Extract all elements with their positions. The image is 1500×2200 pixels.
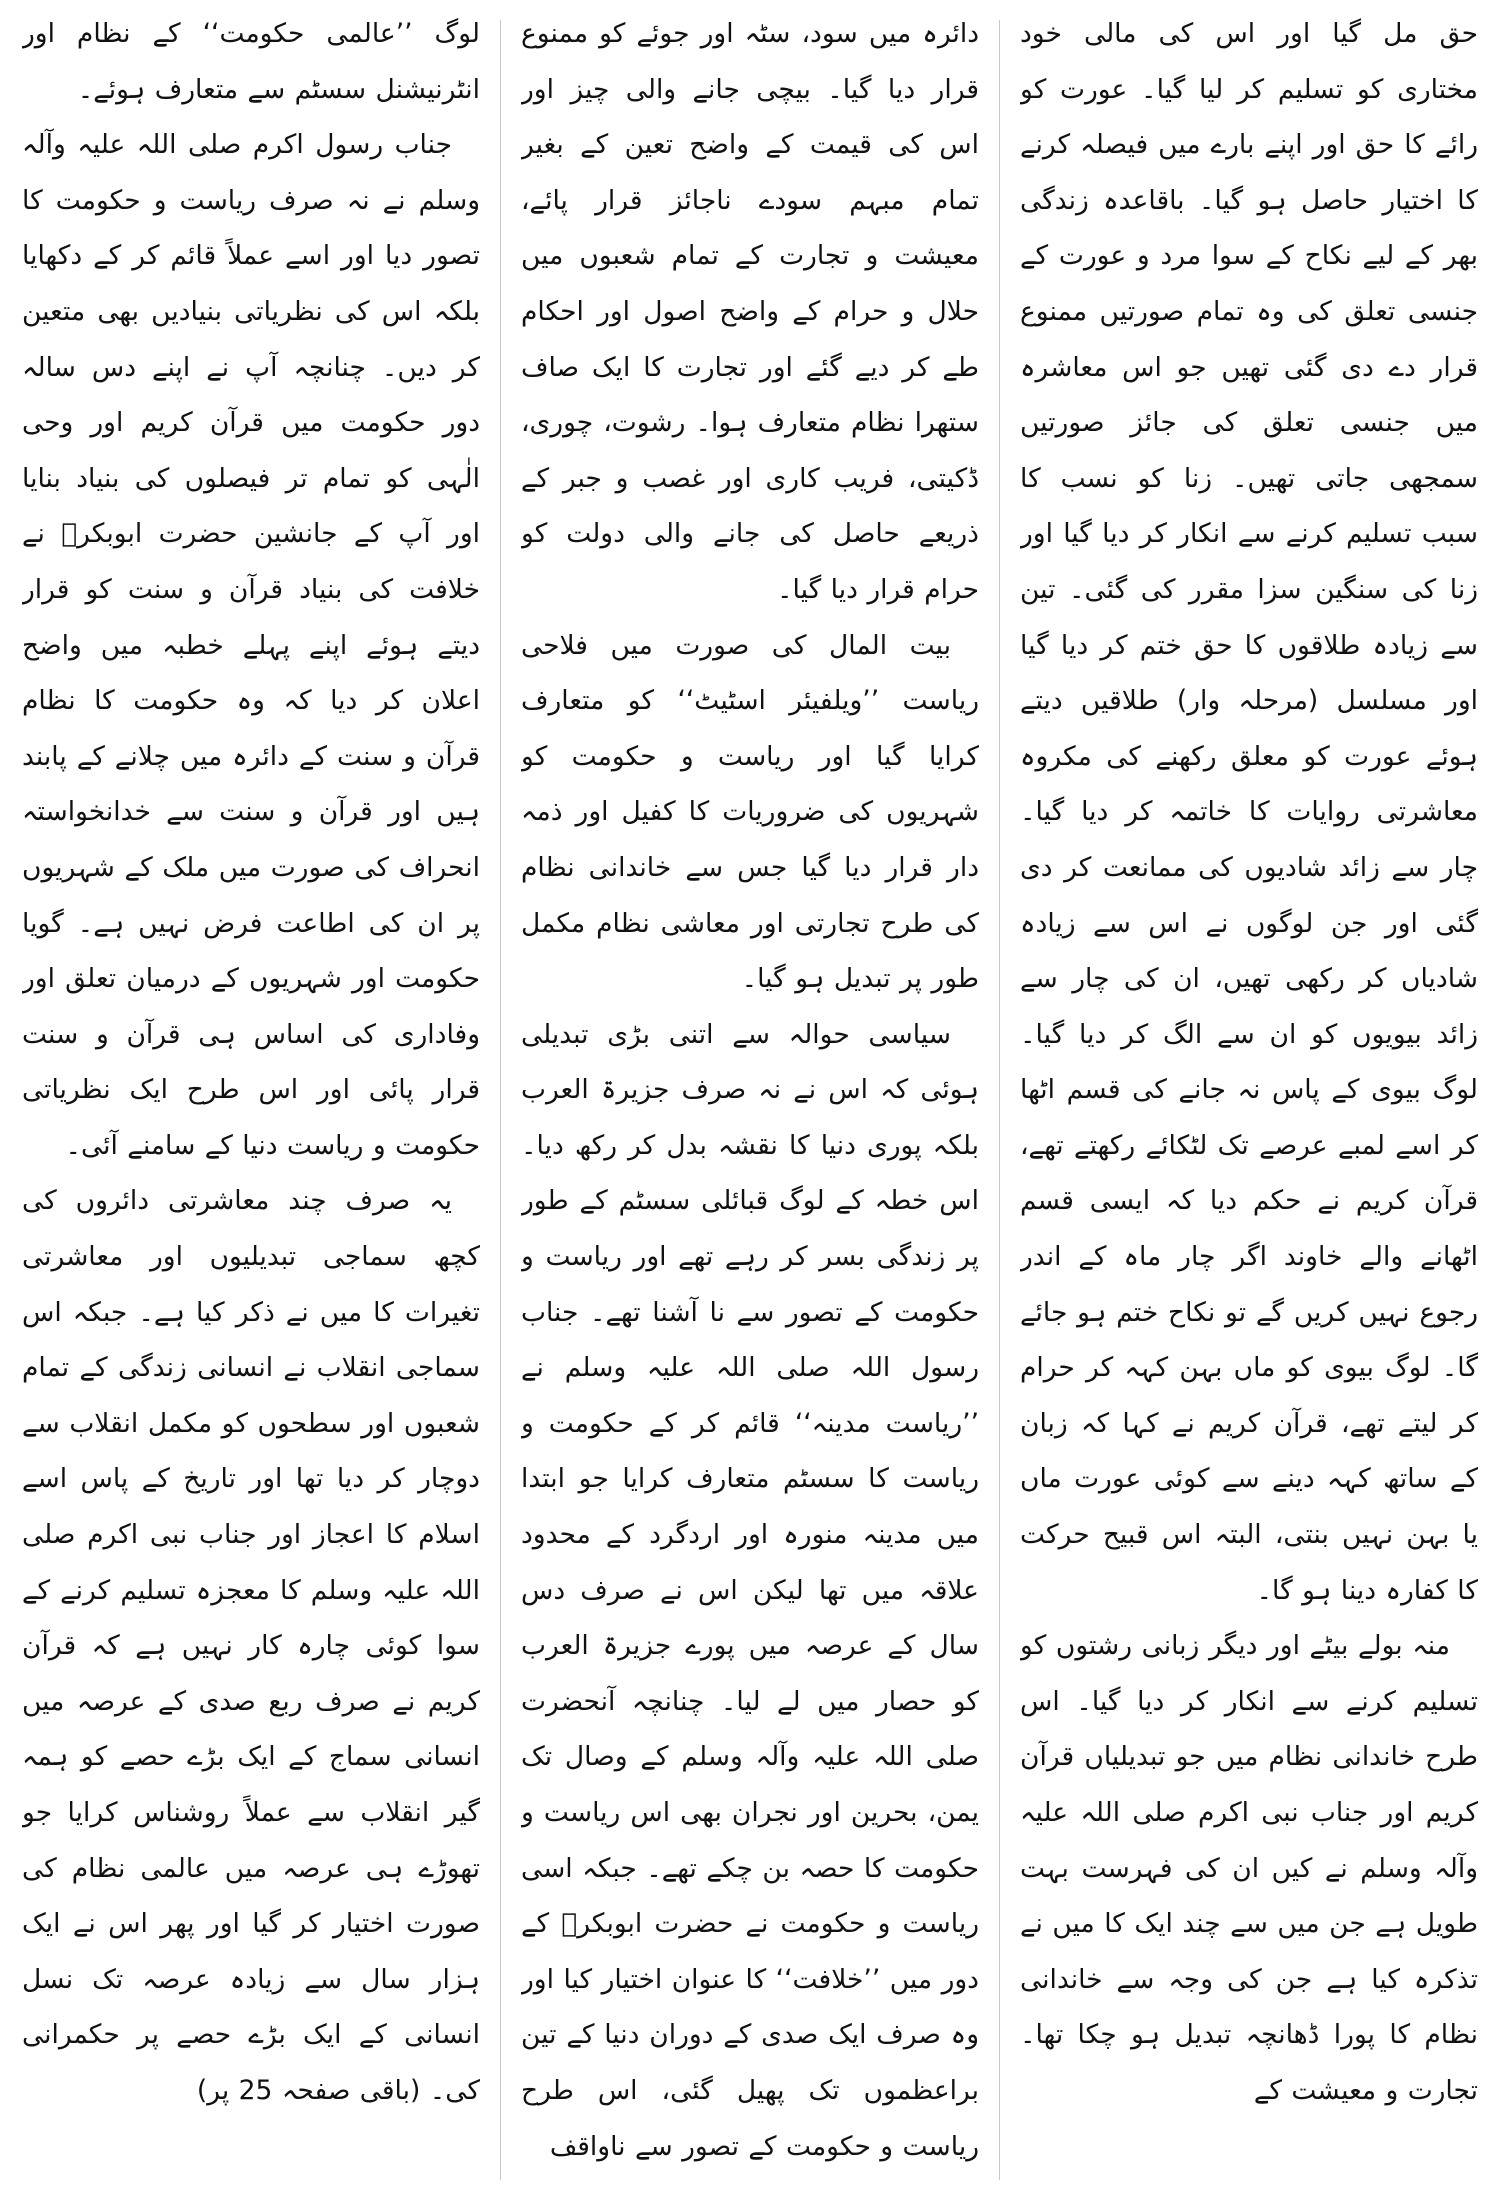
column-left-paragraph-3: یہ صرف چند معاشرتی دائروں کی کچھ سماجی تبدیلیوں اور معاشرتی تغیرات کا میں نے ذکر کیا ہے۔ جبکہ اس سماجی انقلاب نے انسانی زندگی کے تمام شعبوں اور سطحوں کو مکمل انقلاب سے دوچار کر دیا تھا اور تاریخ کے پاس اسے اسلام کا اعجاز اور جناب نبی اکرم صلی اللہ علیہ وسلم کا معجزہ تسلیم کرنے کے سوا کوئی چارہ کار نہیں ہے کہ قرآن کریم نے صرف ربع صدی کے عرصہ میں انسانی سماج کے ایک بڑے حصے کو ہمہ گیر انقلاب سے عملاً روشناس کرایا جو تھوڑے ہی عرصہ میں عالمی نظام کی صورت اختیار کر گیا اور پھر اس نے ایک ہزار سال سے زیادہ عرصہ تک نسل انسانی کے ایک بڑے حصے پر حکمرانی کی۔ (باقی صفحہ 25 پر) (22, 1185, 480, 2106)
newspaper-page (22, 6, 1478, 2194)
column-left-paragraph-2: جناب رسول اکرم صلی اللہ علیہ وآلہ وسلم نے نہ صرف ریاست و حکومت کا تصور دیا اور اسے عملاً قائم کر کے دکھایا بلکہ اس کی نظریاتی بنیادیں بھی متعین کر دیں۔ چنانچہ آپ نے اپنے دس سالہ دور حکومت میں قرآن کریم اور وحی الٰہی کو تمام تر فیصلوں کی بنیاد بنایا اور آپ کے جانشین حضرت ابوبکرؓ نے خلافت کی بنیاد قرآن و سنت کو قرار دیتے ہوئے اپنے پہلے خطبہ میں واضح اعلان کر دیا کہ وہ حکومت کا نظام قرآن و سنت کے دائرہ میں چلانے کے پابند ہیں اور قرآن و سنت سے خدانخواستہ انحراف کی صورت میں ملک کے شہریوں پر ان کی اطاعت فرض نہیں ہے۔ گویا حکومت اور شہریوں کے درمیان تعلق اور وفاداری کی اساس ہی قرآن و سنت قرار پائی اور اس طرح ایک نظریاتی حکومت و ریاست دنیا کے سامنے آئی۔ (22, 129, 480, 1161)
column-middle-paragraph-3: سیاسی حوالہ سے اتنی بڑی تبدیلی ہوئی کہ اس نے نہ صرف جزیرۃ العرب بلکہ پوری دنیا کا نقشہ بدل کر رکھ دیا۔ اس خطہ کے لوگ قبائلی سسٹم کے طور پر زندگی بسر کر رہے تھے اور ریاست و حکومت کے تصور سے نا آشنا تھے۔ جناب رسول اللہ صلی اللہ علیہ وسلم نے ’’ریاست مدینہ‘‘ قائم کر کے حکومت و ریاست کا سسٹم متعارف کرایا جو ابتدا میں مدینہ منورہ اور اردگرد کے محدود علاقہ میں تھا لیکن اس نے صرف دس سال کے عرصہ میں پورے جزیرۃ العرب کو حصار میں لے لیا۔ چنانچہ آنحضرت صلی اللہ علیہ وآلہ وسلم کے وصال تک یمن، بحرین اور نجران بھی اس ریاست و حکومت کا حصہ بن چکے تھے۔ جبکہ اسی ریاست و حکومت نے حضرت ابوبکرؓ کے دور میں ’’خلافت‘‘ کا عنوان اختیار کیا اور وہ صرف ایک صدی کے دوران دنیا کے تین براعظموں تک پھیل گئی، اس طرح ریاست و حکومت کے تصور سے ناواقف (521, 1018, 979, 2162)
column-middle-paragraph-1: دائرہ میں سود، سٹہ اور جوئے کو ممنوع قرار دیا گیا۔ بیچی جانے والی چیز اور اس کی قیمت کے واضح تعین کے بغیر تمام مبہم سودے ناجائز قرار پائے، معیشت و تجارت کے تمام شعبوں میں حلال و حرام کے واضح اصول اور احکام طے کر دیے گئے اور تجارت کا ایک صاف ستھرا نظام متعارف ہوا۔ رشوت، چوری، ڈکیتی، فریب کاری اور غصب و جبر کے ذریعے حاصل کی جانے والی دولت کو حرام قرار دیا گیا۔ (521, 18, 979, 605)
column-right-paragraph-2: منہ بولے بیٹے اور دیگر زبانی رشتوں کو تسلیم کرنے سے انکار کر دیا گیا۔ اس طرح خاندانی نظام میں جو تبدیلیاں قرآن کریم اور جناب نبی اکرم صلی اللہ علیہ وآلہ وسلم نے کیں ان کی فہرست بہت طویل ہے جن میں سے چند ایک کا میں نے تذکرہ کیا ہے جن کی وجہ سے خاندانی نظام کا پورا ڈھانچہ تبدیل ہو چکا تھا۔ تجارت و معیشت کے (1020, 1630, 1478, 2106)
column-middle-paragraph-2: بیت المال کی صورت میں فلاحی ریاست ’’ویلفیئر اسٹیٹ‘‘ کو متعارف کرایا گیا اور ریاست و حکومت کو شہریوں کی ضروریات کا کفیل اور ذمہ دار قرار دیا گیا جس سے خاندانی نظام کی طرح تجارتی اور معاشی نظام مکمل طور پر تبدیل ہو گیا۔ (521, 629, 979, 995)
column-divider (500, 20, 501, 2180)
article-column-middle (521, 6, 979, 2194)
article-column-right (1020, 6, 1478, 2194)
column-left-paragraph-1: لوگ ’’عالمی حکومت‘‘ کے نظام اور انٹرنیشنل سسٹم سے متعارف ہوئے۔ (22, 18, 480, 105)
article-column-left (22, 6, 480, 2194)
column-divider (999, 20, 1000, 2180)
column-right-paragraph-1: حق مل گیا اور اس کی مالی خود مختاری کو تسلیم کر لیا گیا۔ عورت کو رائے کا حق اور اپنے بارے میں فیصلہ کرنے کا اختیار حاصل ہو گیا۔ باقاعدہ زندگی بھر کے لیے نکاح کے سوا مرد و عورت کے جنسی تعلق کی وہ تمام صورتیں ممنوع قرار دے دی گئی تھیں جو اس معاشرہ میں جنسی تعلق کی جائز صورتیں سمجھی جاتی تھیں۔ زنا کو نسب کا سبب تسلیم کرنے سے انکار کر دیا گیا اور زنا کی سنگین سزا مقرر کی گئی۔ تین سے زیادہ طلاقوں کا حق ختم کر دیا گیا اور مسلسل (مرحلہ وار) طلاقیں دیتے ہوئے عورت کو معلق رکھنے کی مکروہ معاشرتی روایات کا خاتمہ کر دیا گیا۔ چار سے زائد شادیوں کی ممانعت کر دی گئی اور جن لوگوں نے اس سے زیادہ شادیاں کر رکھی تھیں، ان کی چار سے زائد بیویوں کو ان سے الگ کر دیا گیا۔ لوگ بیوی کے پاس نہ جانے کی قسم اٹھا کر اسے لمبے عرصے تک لٹکائے رکھتے تھے، قرآن کریم نے حکم دیا کہ ایسی قسم اٹھانے والے خاوند اگر چار ماہ کے اندر رجوع نہیں کریں گے تو نکاح ختم ہو جائے گا۔ لوگ بیوی کو ماں بہن کہہ کر حرام کر لیتے تھے، قرآن کریم نے کہا کہ زبان کے ساتھ کہہ دینے سے کوئی عورت ماں یا بہن نہیں بنتی، البتہ اس قبیح حرکت کا کفارہ دینا ہو گا۔ (1020, 18, 1478, 1606)
